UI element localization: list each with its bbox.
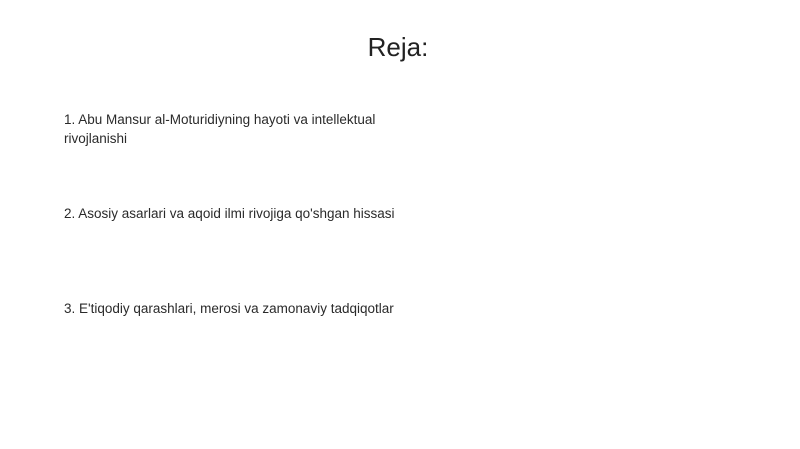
slide-title: Reja: (367, 32, 429, 62)
plan-item-3: 3. E'tiqodiy qarashlari, merosi va zamonaviy tadqiqotlar (64, 301, 394, 316)
plan-item-2: 2. Asosiy asarlari va aqoid ilmi rivojiga qo'shgan hissasi (64, 206, 395, 221)
plan-item-1: 1. Abu Mansur al-Moturidiyning hayoti va intellektual rivojlanishi (64, 112, 376, 146)
